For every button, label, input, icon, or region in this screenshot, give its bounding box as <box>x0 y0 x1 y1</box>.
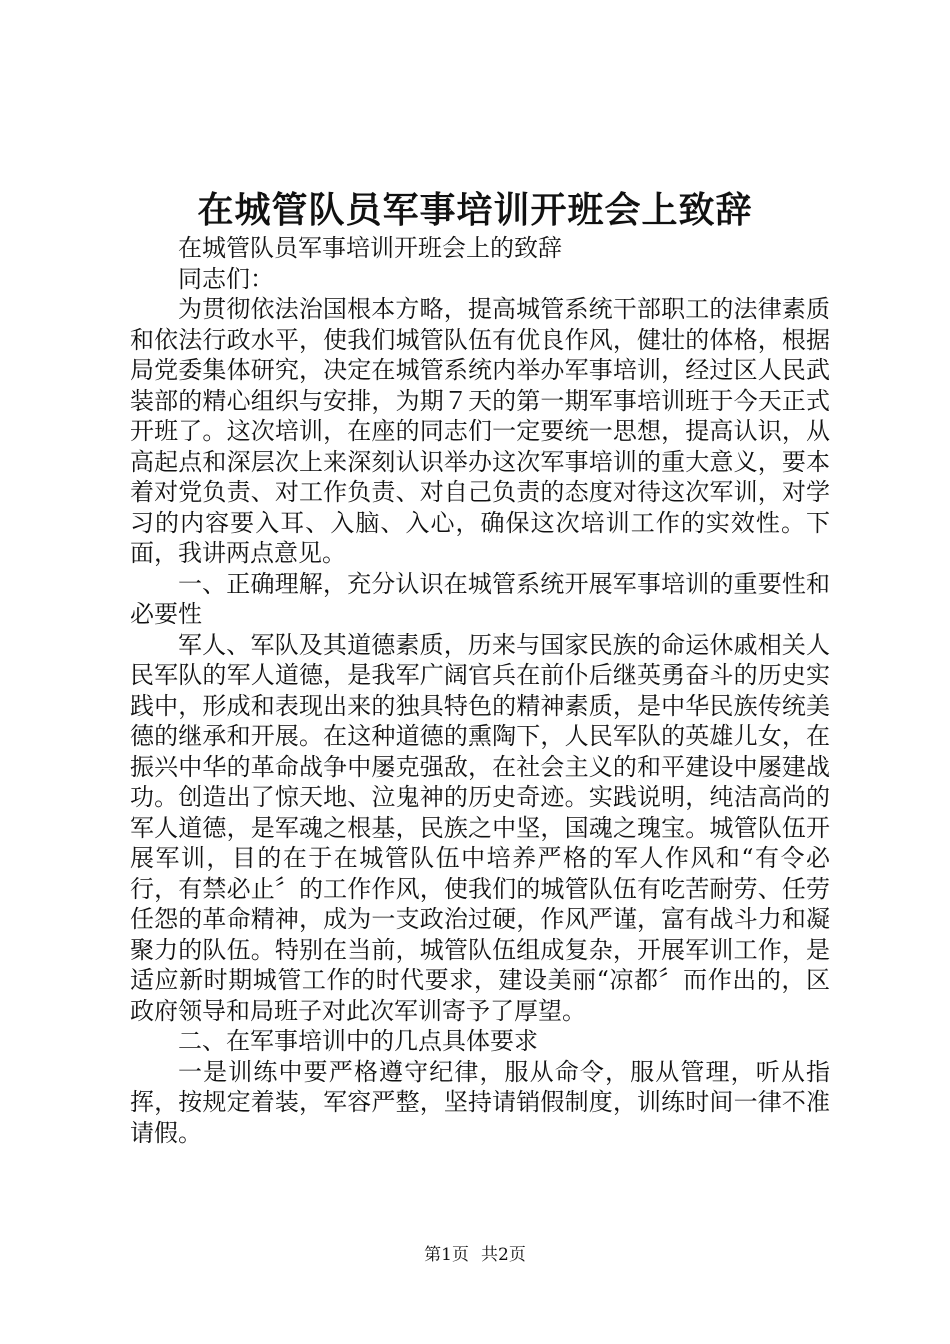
section-1-paragraph: 军人、军队及其道德素质，历来与国家民族的命运休戚相关人民军队的军人道德，是我军广阔官兵在前仆后继英勇奋斗的历史实践中，形成和表现出来的独具特色的精神素质，是中华民族传统美德的继承和开展。在这种道德的熏陶下，人民军队的英雄儿女，在振兴中华的革命战争中屡克强敌，在社会主义的和平建设中屡建战功。创造出了惊天地、泣鬼神的历史奇迹。实践说明，纯洁高尚的军人道德，是军魂之根基，民族之中坚，国魂之瑰宝。城管队伍开展军训，目的在于在城管队伍中培养严格的军人作风和“有令必行，有禁必止〞的工作作风，使我们的城管队伍有吃苦耐劳、任劳任怨的革命精神，成为一支政治过硬，作风严谨，富有战斗力和凝聚力的队伍。特别在当前，城管队伍组成复杂，开展军训工作，是适应新时期城管工作的时代要求，建设美丽“凉都〞而作出的，区政府领导和局班子对此次军训寄予了厚望。 <box>130 630 830 1025</box>
intro-paragraph: 为贯彻依法治国根本方略，提高城管系统干部职工的法律素质和依法行政水平，使我们城管队伍有优良作风，健壮的体格，根据局党委集体研究，决定在城管系统内举办军事培训，经过区人民武装部的精心组织与安排，为期７天的第一期军事培训班于今天正式开班了。这次培训，在座的同志们一定要统一思想，提高认识，从高起点和深层次上来深刻认识举办这次军事培训的重大意义，要本着对党负责、对工作负责、对自己负责的态度对待这次军训，对学习的内容要入耳、入脑、入心，确保这次培训工作的实效性。下面，我讲两点意见。 <box>130 295 830 567</box>
document-title: 在城管队员军事培训开班会上致辞 <box>197 189 753 231</box>
section-heading-1: 一、正确理解，充分认识在城管系统开展军事培训的重要性和必要性 <box>130 569 830 628</box>
document-body <box>130 233 830 1148</box>
subtitle-paragraph: 在城管队员军事培训开班会上的致辞 <box>178 234 562 262</box>
current-page-number: 第1页 <box>424 1245 469 1265</box>
total-page-count: 共2页 <box>481 1245 526 1265</box>
salutation-paragraph: 同志们： <box>178 264 274 293</box>
page-footer <box>0 1243 950 1267</box>
section-2-paragraph: 一是训练中要严格遵守纪律，服从命令，服从管理，听从指挥，按规定着装，军容严整，坚持请销假制度，训练时间一律不准请假。 <box>130 1057 830 1147</box>
section-heading-2: 二、在军事培训中的几点具体要求 <box>178 1027 538 1055</box>
